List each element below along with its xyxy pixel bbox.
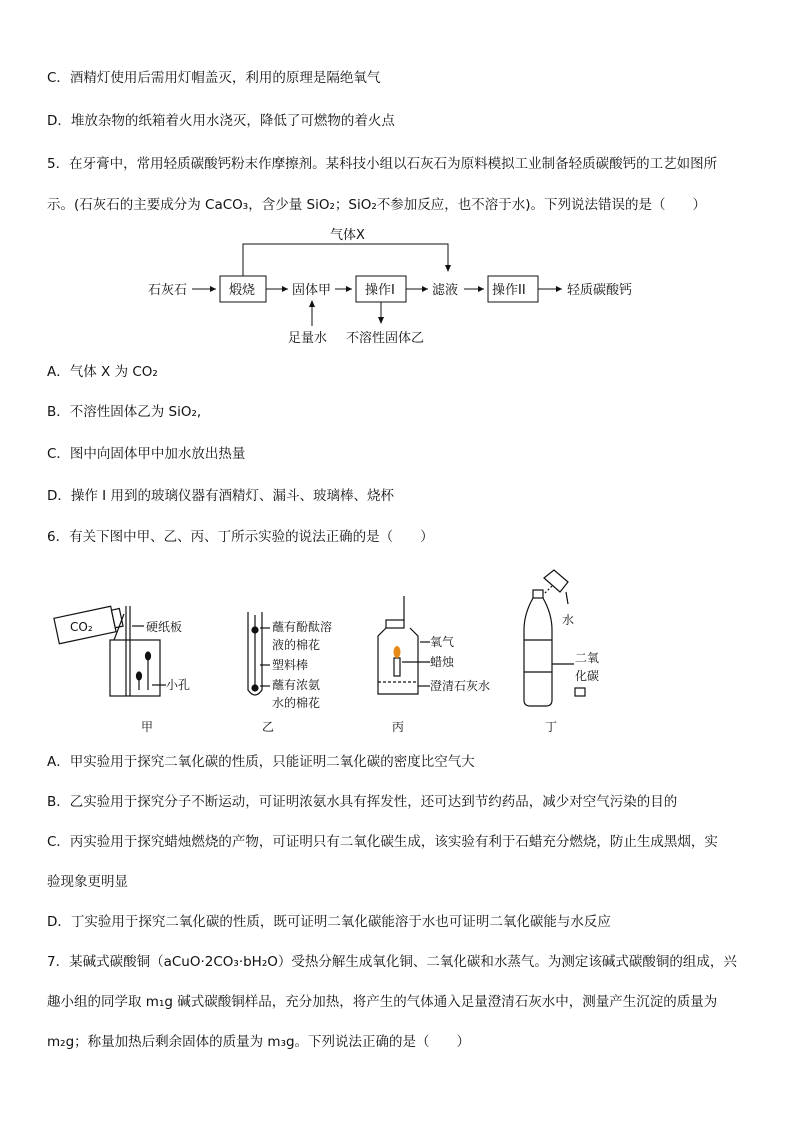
solid-b-label: 不溶性固体乙 (346, 331, 425, 346)
filtrate-label: 滤液 (432, 283, 459, 298)
q5-option-b: B．不溶性固体乙为 SiO₂, (47, 404, 202, 420)
figure-c-caption: 丙 (392, 720, 405, 734)
q6-option-d: D．丁实验用于探究二氧化碳的性质，既可证明二氧化碳能溶于水也可证明二氧化碳能与水反应 (47, 914, 611, 930)
water-label: 足量水 (288, 331, 328, 346)
q5-option-c: C．图中向固体甲中加水放出热量 (47, 446, 246, 462)
figure-c (378, 596, 430, 694)
figure-b-caption: 乙 (262, 720, 275, 734)
board-label: 硬纸板 (146, 620, 183, 634)
co2-bottle-label: CO₂ (70, 620, 93, 634)
q4-option-c: C．酒精灯使用后需用灯帽盖灭，利用的原理是隔绝氧气 (47, 70, 381, 86)
figure-d-caption: 丁 (545, 720, 558, 734)
q5-stem-line2: 示。(石灰石的主要成分为 CaCO₃，含少量 SiO₂；SiO₂不参加反应，也不溶于水)。下列说法错误的是（ ） (47, 197, 706, 213)
q7-stem-line2: 趣小组的同学取 m₁g 碱式碳酸铜样品，充分加热，将产生的气体通入足量澄清石灰水中，测量产生沉淀的质量为 (47, 994, 718, 1010)
ammonia-cotton-label2: 水的棉花 (272, 696, 321, 710)
phenol-cotton-label2: 液的棉花 (272, 638, 321, 652)
q6-option-c-line1: C．丙实验用于探究蜡烛燃烧的产物，可证明只有二氧化碳生成，该实验有利于石蜡充分燃烧，防止生成黑烟，实 (47, 834, 718, 850)
product-label: 轻质碳酸钙 (567, 283, 633, 298)
water-pour-label: 水 (562, 613, 575, 627)
solid-a-label: 固体甲 (292, 283, 332, 298)
figure-a (54, 605, 166, 696)
q5-option-d: D．操作 I 用到的玻璃仪器有酒精灯、漏斗、玻璃棒、烧杯 (47, 488, 394, 504)
operation2-label: 操作II (492, 283, 526, 298)
figure-d (524, 570, 585, 706)
q6-stem: 6．有关下图中甲、乙、丙、丁所示实验的说法正确的是（ ） (47, 529, 434, 545)
phenol-cotton-label1: 蘸有酚酞溶 (272, 620, 333, 634)
co2-label-line2: 化碳 (575, 669, 600, 683)
q7-stem-line3: m₂g；称量加热后剩余固体的质量为 m₃g。下列说法正确的是（ ） (47, 1034, 471, 1050)
q7-stem-line1: 7．某碱式碳酸铜（aCuO·2CO₃·bH₂O）受热分解生成氧化铜、二氧化碳和水蒸气。为测定该碱式碳酸铜的组成，兴 (47, 954, 737, 970)
candle-label: 蜡烛 (430, 655, 455, 669)
hole-label: 小孔 (166, 678, 191, 692)
limewater-label: 澄清石灰水 (430, 679, 491, 693)
oxygen-label: 氧气 (430, 635, 455, 649)
ammonia-cotton-label1: 蘸有浓氨 (272, 678, 321, 692)
q4-option-d: D．堆放杂物的纸箱着火用水浇灭，降低了可燃物的着火点 (47, 113, 395, 129)
co2-label-line1: 二氧 (575, 651, 600, 665)
figure-a-caption: 甲 (141, 720, 154, 734)
plastic-rod-label: 塑料棒 (272, 658, 309, 672)
calcine-label: 煅烧 (229, 283, 256, 298)
q6-option-b: B．乙实验用于探究分子不断运动，可证明浓氨水具有挥发性，还可达到节约药品，减少对空气污染的目的 (47, 794, 678, 810)
q5-stem-line1: 5．在牙膏中，常用轻质碳酸钙粉末作摩擦剂。某科技小组以石灰石为原料模拟工业制备轻质碳酸钙的工艺如图所 (47, 156, 718, 172)
q6-option-a: A．甲实验用于探究二氧化碳的性质，只能证明二氧化碳的密度比空气大 (47, 754, 475, 770)
limestone-label: 石灰石 (148, 283, 188, 298)
figure-b (248, 612, 270, 695)
operation1-label: 操作I (365, 283, 395, 298)
q6-option-c-line2: 验现象更明显 (47, 874, 128, 890)
q5-option-a: A．气体 X 为 CO₂ (47, 364, 158, 380)
gas-x-label: 气体X (330, 228, 365, 243)
